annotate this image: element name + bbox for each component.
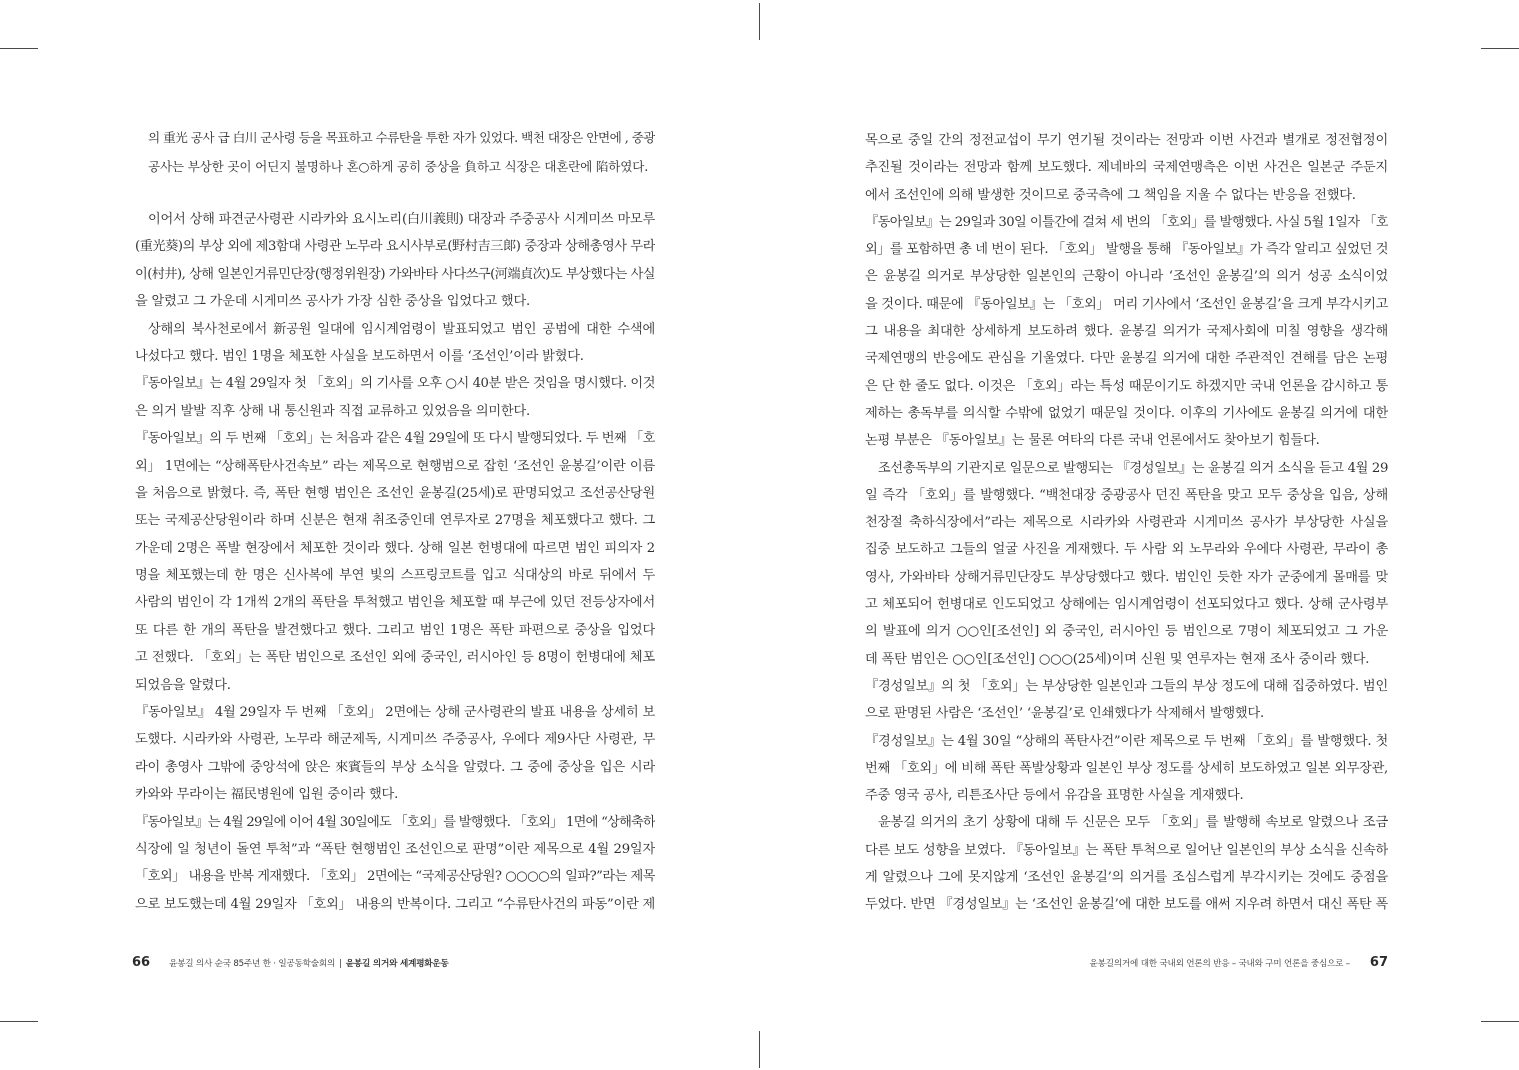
book-title: 윤봉길 의거와 세계평화운동 xyxy=(345,959,449,969)
text-line-content: 그 내용을 최대한 상세하게 보도하려 했다. 윤봉길 의거가 국제사회에 미칠 영향을 생각해 xyxy=(865,324,1388,340)
text-line-content: 이(村井), 상해 일본인거류민단장(행정위원장) 가와바타 사다쓰구(河端貞次)도 부상했다는 사실 xyxy=(135,266,655,282)
paragraph xyxy=(148,123,655,181)
paragraph xyxy=(865,809,1388,918)
text-line xyxy=(865,564,1388,591)
paragraph xyxy=(865,673,1388,728)
text-line xyxy=(865,509,1388,536)
text-line-content: 『동아일보』의 두 번째 「호외」는 처음과 같은 4월 29일에 또 다시 발행되었다. 두 번째 「호 xyxy=(135,431,655,447)
text-line-content: 나섰다고 했다. 범인 1명을 체포한 사실을 보도하면서 이를 ‘조선인’이라 밝혔다. xyxy=(135,348,584,364)
text-line-content: 번째 「호외」에 비해 폭탄 폭발상황과 일본인 부상 정도를 상세히 보도하였고 일본 외무장관, xyxy=(865,760,1388,776)
text-line xyxy=(135,261,655,288)
text-line xyxy=(135,316,655,343)
text-line xyxy=(865,782,1388,809)
text-line xyxy=(865,263,1388,290)
text-line-content: 논평 부분은 『동아일보』는 물론 여타의 다른 국내 언론에서도 찾아보기 힘들다. xyxy=(865,433,1320,449)
text-line xyxy=(135,206,655,233)
text-line xyxy=(865,127,1388,154)
text-line-content: 이어서 상해 파견군사령관 시라카와 요시노리(白川義則) 대장과 주중공사 시게미쓰 마모루 xyxy=(148,212,655,227)
text-line xyxy=(135,809,655,836)
crop-mark-top-left xyxy=(0,48,38,49)
text-line-content: 주중 영국 공사, 리튼조사단 등에서 유감을 표명한 사실을 게재했다. xyxy=(865,788,1244,804)
text-line-content: 제하는 총독부를 의식할 수밖에 없었기 때문일 것이다. 이후의 기사에도 윤봉길 의거에 대한 xyxy=(865,405,1388,421)
text-line xyxy=(135,891,655,918)
text-line xyxy=(865,209,1388,236)
text-line-content: 가운데 2명은 폭발 현장에서 체포한 것이라 했다. 상해 일본 헌병대에 따르면 범인 피의자 2 xyxy=(135,540,655,556)
text-line xyxy=(135,398,655,425)
chapter-title: 윤봉길의거에 대한 국내외 언론의 반응 – 국내와 구미 언론을 중심으로 – xyxy=(1089,959,1350,969)
running-footer-left xyxy=(132,955,449,970)
text-line xyxy=(135,370,655,397)
text-line xyxy=(865,345,1388,372)
text-line-content: 은 단 한 줄도 없다. 이것은 「호외」라는 특성 때문이기도 하겠지만 국내 언론을 감시하고 통 xyxy=(865,378,1388,394)
text-line xyxy=(135,589,655,616)
right-page-body-text xyxy=(865,127,1388,919)
text-line-content: 식장에 일 청년이 돌연 투척”과 “폭탄 현행범인 조선인으로 판명”이란 제목으로 4월 29일자 xyxy=(135,841,655,857)
text-line xyxy=(135,425,655,452)
text-line xyxy=(135,754,655,781)
paragraph xyxy=(865,728,1388,810)
text-line xyxy=(135,781,655,808)
text-line xyxy=(865,154,1388,181)
text-line xyxy=(135,863,655,890)
left-page-body-text xyxy=(135,206,655,918)
text-line xyxy=(865,864,1388,891)
text-line xyxy=(865,536,1388,563)
text-line-content: 목으로 중일 간의 정전교섭이 무기 연기될 것이라는 전망과 이번 사건과 별개로 정전협정이 xyxy=(865,133,1388,148)
text-line-content: 집중 보도하고 그들의 얼굴 사진을 게재했다. 두 사람 외 노무라와 우에다 사령관, 무라이 총 xyxy=(865,542,1388,558)
text-line-content: 또 다른 한 개의 폭탄을 발견했다고 했다. 그리고 범인 1명은 폭탄 파편으로 중상을 입었다 xyxy=(135,622,655,638)
text-line xyxy=(865,837,1388,864)
text-line-content: 명을 체포했는데 한 명은 신사복에 부연 빛의 스프링코트를 입고 식대상의 바로 뒤에서 두 xyxy=(135,568,655,584)
text-line-content: 『동아일보』 4월 29일자 두 번째 「호외」 2면에는 상해 군사령관의 발표 내용을 상세히 보 xyxy=(135,705,655,721)
text-line-content: 영사, 가와바타 상해거류민단장도 부상당했다고 했다. 범인인 듯한 자가 군중에게 몰매를 맞 xyxy=(865,569,1388,585)
text-line-content: 게 알렸으나 그에 못지않게 ‘조선인 윤봉길’의 의거를 조심스럽게 부각시키는 것에도 중점을 xyxy=(865,870,1388,886)
text-line xyxy=(865,618,1388,645)
text-line xyxy=(135,672,655,699)
text-line xyxy=(865,891,1388,918)
paragraph xyxy=(865,455,1388,673)
text-line-content: 으로 보도했는데 4월 29일자 「호외」 내용의 반복이다. 그리고 “수류탄사건의 파동”이란 제 xyxy=(135,896,655,912)
text-line xyxy=(135,699,655,726)
text-line xyxy=(148,152,655,181)
text-line-content: 『동아일보』는 4월 29일에 이어 4월 30일에도 「호외」를 발행했다. 「호외」 1면에 “상해축하 xyxy=(135,814,655,830)
text-line-content: 라이 총영사 그밖에 중앙석에 앉은 來賓들의 부상 소식을 알렸다. 그 중에 중상을 입은 시라 xyxy=(135,759,655,775)
text-line xyxy=(865,318,1388,345)
text-line-content: 외」 1면에는 “상해폭탄사건속보” 라는 제목으로 현행범으로 잡힌 ‘조선인 윤봉길’이란 이름 xyxy=(135,458,655,474)
text-line xyxy=(865,400,1388,427)
text-line-content: 조선총독부의 기관지로 일문으로 발행되는 『경성일보』는 윤봉길 의거 소식을 듣고 4월 29 xyxy=(878,460,1388,476)
text-line-content: 상해의 북사천로에서 新공원 일대에 임시계엄령이 발표되었고 범인 공범에 대한 수색에 xyxy=(148,321,655,337)
text-line-content: 「호외」 내용을 반복 게재했다. 「호외」 2면에는 “국제공산당원? ○○○○의 일파?”라는 제목 xyxy=(135,869,655,885)
paragraph xyxy=(865,209,1388,455)
text-line xyxy=(865,482,1388,509)
text-line xyxy=(865,182,1388,209)
text-line-content: 천장절 축하식장에서”라는 제목으로 시라카와 사령관과 시게미쓰 공사가 부상당한 사실을 xyxy=(865,515,1388,531)
paragraph xyxy=(135,316,655,371)
text-line-content: 의 重光 공사 급 白川 군사령 등을 목표하고 수류탄을 투한 자가 있었다. 백천 대장은 안면에 , 중광 xyxy=(148,130,655,145)
text-line xyxy=(865,809,1388,836)
text-line xyxy=(135,535,655,562)
paragraph xyxy=(135,370,655,425)
text-line-content: 고 전했다. 「호외」는 폭탄 범인으로 조선인 외에 중국인, 러시아인 등 8명이 헌병대에 체포 xyxy=(135,650,655,666)
crop-mark-bottom-center xyxy=(759,1031,760,1068)
paragraph xyxy=(135,699,655,809)
footer-separator: | xyxy=(339,959,342,969)
text-line-content: 윤봉길 의거의 초기 상황에 대해 두 신문은 모두 「호외」를 발행해 속보로 알렸으나 조금 xyxy=(878,815,1388,831)
text-line-content: 『동아일보』는 29일과 30일 이틀간에 걸쳐 세 번의 「호외」를 발행했다. 사실 5월 1일자 「호 xyxy=(865,214,1388,230)
text-line xyxy=(135,288,655,315)
text-line-content: 사람의 범인이 각 1개씩 2개의 폭탄을 투척했고 범인을 체포할 때 부근에 있던 전등상자에서 xyxy=(135,595,655,611)
page-number-left: 66 xyxy=(132,955,151,970)
paragraph xyxy=(135,206,655,316)
text-line xyxy=(865,291,1388,318)
text-line xyxy=(865,427,1388,454)
text-line xyxy=(135,480,655,507)
text-line-content: 으로 판명된 사람은 ‘조선인’ ‘윤봉길’로 인쇄했다가 삭제해서 발행했다. xyxy=(865,706,1264,722)
crop-mark-bottom-right xyxy=(1481,1021,1519,1022)
text-line-content: 을 처음으로 밝혔다. 즉, 폭탄 현행 범인은 조선인 윤봉길(25세)로 판명되었고 조선공산당원 xyxy=(135,485,655,501)
text-line xyxy=(135,617,655,644)
text-line xyxy=(135,343,655,370)
text-line xyxy=(865,236,1388,263)
text-line xyxy=(865,700,1388,727)
text-line-content: 다른 보도 성향을 보였다. 『동아일보』는 폭탄 투척으로 일어난 일본인의 부상 소식을 신속하 xyxy=(865,842,1388,858)
text-line xyxy=(135,726,655,753)
crop-mark-bottom-left xyxy=(0,1021,38,1022)
text-line-content: 외」를 포함하면 총 네 번이 된다. 「호외」 발행을 통해 『동아일보』가 즉각 알리고 싶었던 것 xyxy=(865,242,1388,258)
text-line xyxy=(135,507,655,534)
text-line-content: 『동아일보』는 4월 29일자 첫 「호외」의 기사를 오후 ○시 40분 받은 것임을 명시했다. 이것 xyxy=(135,376,655,392)
text-line-content: 또는 국제공산당원이라 하며 신분은 현재 취조중인데 연루자로 27명을 체포했다고 했다. 그 xyxy=(135,513,655,529)
text-line-content: 도했다. 시라카와 사령관, 노무라 해군제독, 시게미쓰 주중공사, 우에다 제9사단 사령관, 무 xyxy=(135,732,655,748)
text-line-content: 고 체포되어 헌병대로 인도되었고 상해에는 임시계엄령이 선포되었다고 했다. 상해 군사령부 xyxy=(865,597,1388,613)
text-line-content: 데 폭탄 범인은 ○○인[조선인] ○○○(25세)이며 신원 및 연루자는 현재 조사 중이라 했다. xyxy=(865,651,1370,667)
text-line xyxy=(865,755,1388,782)
text-line xyxy=(865,373,1388,400)
paragraph xyxy=(135,425,655,699)
text-line xyxy=(148,123,655,152)
text-line xyxy=(135,836,655,863)
text-line-content: 『경성일보』는 4월 30일 “상해의 폭탄사건”이란 제목으로 두 번째 「호외」를 발행했다. 첫 xyxy=(865,733,1388,749)
text-line-content: 공사는 부상한 곳이 어딘지 불명하나 혼○하게 공히 중상을 負하고 식장은 대혼란에 陷하였다. xyxy=(148,159,649,174)
page-number-right: 67 xyxy=(1369,955,1388,970)
text-line-content: 카와와 무라이는 福民병원에 입원 중이라 했다. xyxy=(135,787,399,803)
text-line-content: 은 윤봉길 의거로 부상당한 일본인의 근황이 아니라 ‘조선인 윤봉길’의 의거 성공 소식이었 xyxy=(865,269,1388,285)
text-line-content: 『경성일보』의 첫 「호외」는 부상당한 일본인과 그들의 부상 정도에 대해 집중하였다. 범인 xyxy=(865,678,1388,694)
paragraph xyxy=(135,809,655,919)
text-line-content: 두었다. 반면 『경성일보』는 ‘조선인 윤봉길’에 대한 보도를 애써 지우려 하면서 대신 폭탄 폭 xyxy=(865,897,1388,913)
crop-mark-top-right xyxy=(1481,48,1519,49)
conference-title: 윤봉길 의사 순국 85주년 한 · 일공동학술회의 xyxy=(169,959,336,969)
text-line-content: 되었음을 알렸다. xyxy=(135,677,231,693)
text-line-content: 을 것이다. 때문에 『동아일보』는 「호외」 머리 기사에서 ‘조선인 윤봉길’을 크게 부각시키고 xyxy=(865,296,1388,312)
text-line-content: 일 즉각 「호외」를 발행했다. “백천대장 중광공사 던진 폭탄을 맞고 모두 중상을 입음, 상해 xyxy=(865,487,1388,503)
text-line xyxy=(865,646,1388,673)
text-line xyxy=(135,644,655,671)
text-line-content: 을 알렸고 그 가운데 시게미쓰 공사가 가장 심한 중상을 입었다고 했다. xyxy=(135,294,531,310)
text-line-content: 에서 조선인에 의해 발생한 것이므로 중국측에 그 책임을 지울 수 없다는 반응을 전했다. xyxy=(865,187,1356,203)
crop-mark-top-center xyxy=(759,3,760,40)
text-line xyxy=(135,562,655,589)
text-line-content: 국제연맹의 반응에도 관심을 기울였다. 다만 윤봉길 의거에 대한 주관적인 견해를 담은 논평 xyxy=(865,351,1388,367)
text-line-content: 의 발표에 의거 ○○인[조선인] 외 중국인, 러시아인 등 범인으로 7명이 체포되었고 그 가운 xyxy=(865,624,1388,640)
text-line xyxy=(135,453,655,480)
text-line-content: 은 의거 발발 직후 상해 내 통신원과 직접 교류하고 있었음을 의미한다. xyxy=(135,403,531,419)
text-line xyxy=(865,728,1388,755)
paragraph xyxy=(865,127,1388,209)
text-line xyxy=(865,591,1388,618)
text-line-content: 추진될 것이라는 전망과 함께 보도했다. 제네바의 국제연맹측은 이번 사건은 일본군 주둔지 xyxy=(865,160,1388,176)
text-line xyxy=(135,233,655,260)
text-line xyxy=(865,455,1388,482)
text-line-content: (重光葵)의 부상 외에 제3함대 사령관 노무라 요시사부로(野村吉三郞) 중장과 상해총영사 무라 xyxy=(135,239,655,255)
left-page-quoted-excerpt xyxy=(148,123,655,181)
text-line xyxy=(865,673,1388,700)
running-footer-right xyxy=(1090,955,1388,970)
